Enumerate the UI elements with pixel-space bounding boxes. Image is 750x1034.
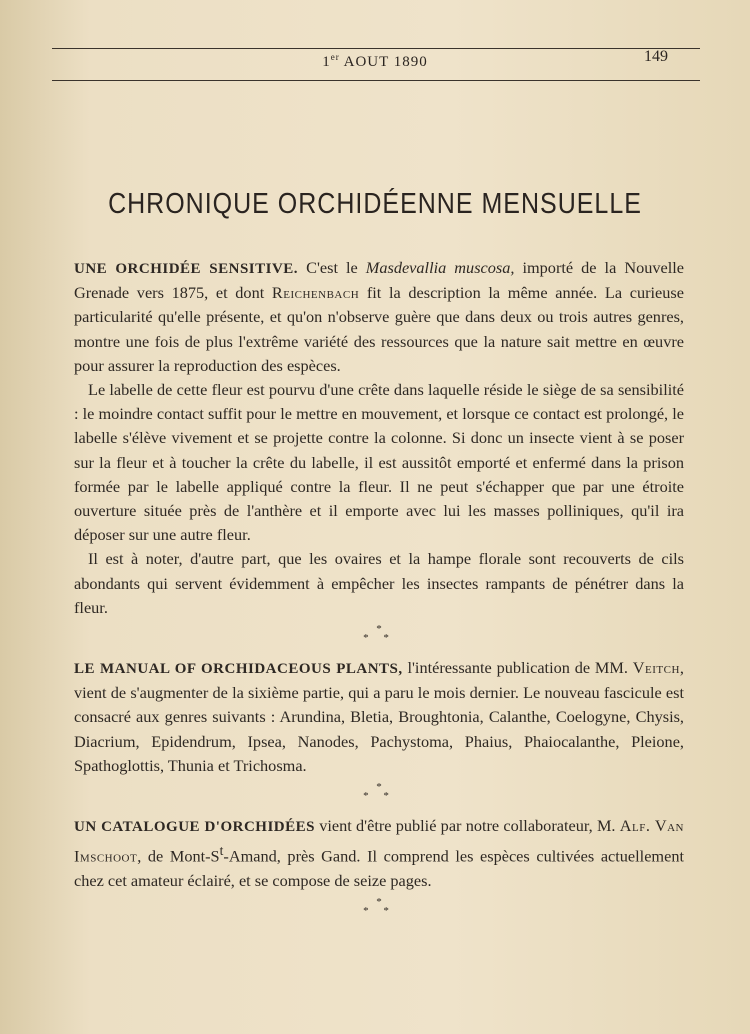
text-run: , de Mont-S	[137, 846, 220, 866]
text-run: importé de la Nouvelle Grenade vers 1875, et dont	[74, 258, 685, 303]
date-month-year: AOUT 1890	[343, 54, 428, 70]
text-run: -Amand, près Gand. Il comprend les espèces cultivées actuellement chez cet amateur éclairé, et se compose de seize pages.	[74, 846, 684, 890]
section-1-paragraph-1	[74, 256, 684, 378]
species-name: Masdevallia muscosa,	[365, 258, 515, 277]
section-3-paragraph-1	[74, 814, 684, 893]
asterism-bottom: * *	[363, 790, 395, 803]
asterism-top: *	[376, 623, 382, 636]
section-separator	[74, 780, 684, 808]
date-suffix: er	[330, 52, 340, 62]
header-rule-top	[52, 48, 700, 49]
date-day: 1	[322, 54, 331, 70]
header-date	[0, 52, 750, 71]
section-separator	[74, 622, 684, 650]
section-1-paragraph-3: Il est à noter, d'autre part, que les ovaires et la hampe florale sont recouverts de cils abondants qui servent évidemment à empêcher les insectes rampants de pénétrer dans la fleur.	[74, 549, 684, 617]
text-run: fit la description la même année. La curieuse particularité qu'elle présente, et qu'on n'observe guère que dans deux ou trois autres genres, montre une fois de plus l'extrême variété des ressources que la nature sait mettre en œuvre pour assurer la reproduction des espèces.	[74, 283, 684, 375]
asterism-top: *	[376, 896, 382, 909]
page-number: 149	[644, 48, 668, 65]
text-run: l'intéressante publication de MM.	[402, 658, 633, 678]
section-2-paragraph-1	[74, 656, 684, 778]
header-rule-bottom	[52, 80, 700, 81]
section-separator	[74, 895, 684, 923]
text-run: , vient de s'augmenter de la sixième partie, qui a paru le mois dernier. Le nouveau fascicule est consacré aux genres suivants : Arundina, Bletia, Broughtonia, Calanthe, Coelogyne, Chysis, Diacrium, Epidendrum, Ipsea, Nanodes, Pachystoma, Phaius, Phaiocalanthe, Pleione, Spathoglottis, Thunia et Trichosma.	[74, 658, 684, 775]
section-1-lead-in: UNE ORCHIDÉE SENSITIVE.	[74, 261, 299, 277]
asterism-bottom: * *	[363, 905, 395, 918]
asterism-top: *	[376, 781, 382, 794]
asterism-bottom: * *	[363, 632, 395, 645]
section-2-lead-in: LE MANUAL OF ORCHIDACEOUS PLANTS,	[74, 661, 403, 678]
author-name: Veitch	[632, 658, 680, 678]
section-1-paragraph-2: Le labelle de cette fleur est pourvu d'une crête dans laquelle réside le siège de sa sensibilité : le moindre contact suffit pour le mettre en mouvement, et lorsque ce contact est prolongé, le labelle s'élève vivement et se projette contre la colonne. Si donc un insecte vient à se poser sur la fleur et à toucher la crête du labelle, il est aussitôt emporté et enfermé dans la prison formée par le labelle appliqué contre la fleur. Il ne peut s'échapper que par une étroite ouverture située près de l'anthère et il emporte avec lui les masses polliniques, qu'il ira déposer sur une autre fleur.	[74, 380, 684, 545]
author-name: Alf. Van Imschoot	[74, 816, 684, 866]
text-run: vient d'être publié par notre collaborateur, M.	[314, 816, 620, 836]
article-body	[74, 256, 684, 929]
author-name: Reichenbach	[271, 283, 360, 303]
section-3-lead-in: UN CATALOGUE D'ORCHIDÉES	[74, 819, 315, 836]
superscript: t	[219, 843, 224, 859]
page-title: CHRONIQUE ORCHIDÉENNE MENSUELLE	[108, 187, 642, 221]
text-run: C'est le	[298, 258, 366, 277]
